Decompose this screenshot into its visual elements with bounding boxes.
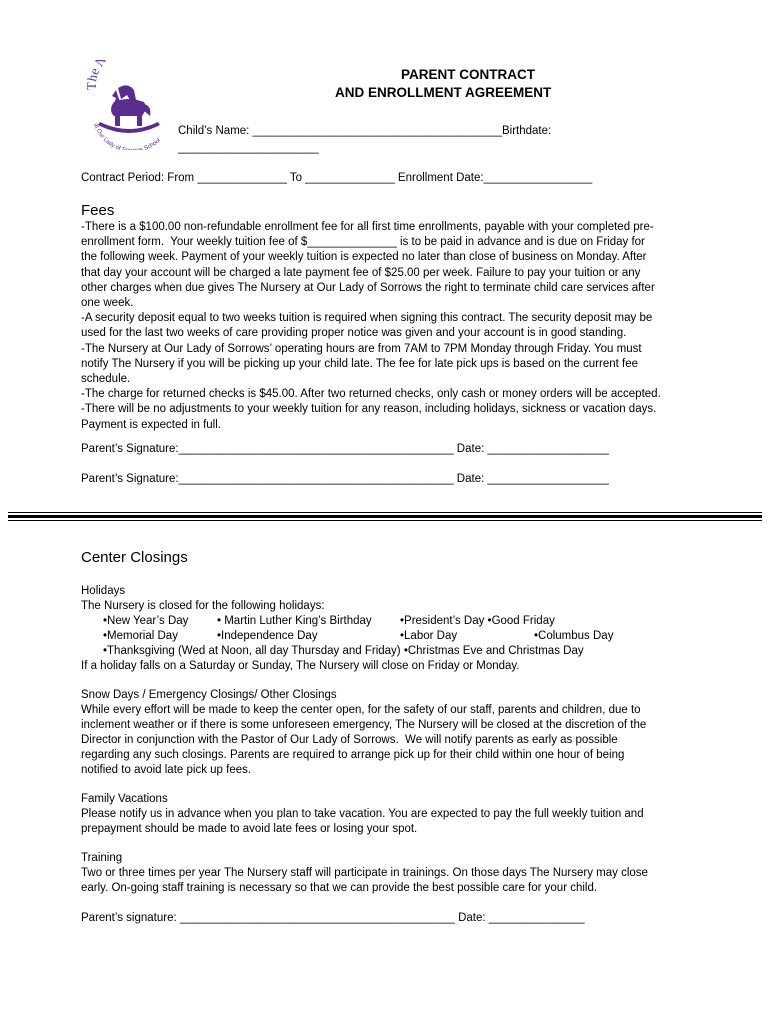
- fees-heading: Fees: [81, 202, 115, 219]
- fees-line: schedule.: [81, 373, 131, 385]
- fees-line: that day your account will be charged a late payment fee of $25.00 per week. Failure to pay your tuition or any: [81, 266, 641, 279]
- holiday-item: •Thanksgiving (Wed at Noon, all day Thursday and Friday) •Christmas Eve and Christmas Day: [103, 645, 584, 657]
- closings-heading: Center Closings: [81, 549, 188, 566]
- snow-days-line: regarding any such closings. Parents are required to arrange pick up for their child within one hour of being: [81, 749, 625, 761]
- snow-days-line: While every effort will be made to keep the center open, for the safety of our staff, parents and children, due to: [81, 704, 641, 716]
- divider-middle: [8, 515, 762, 518]
- family-vacations-title: Family Vacations: [81, 793, 168, 805]
- fees-line: used for the last two weeks of care providing proper notice was given and your account is in good standing.: [81, 327, 627, 340]
- holiday-item: •President’s Day •Good Friday: [400, 615, 555, 627]
- snow-days-line: inclement weather or if there is some unforeseen emergency, The Nursery will be closed at the discretion of the: [81, 719, 647, 731]
- fees-line: -There will be no adjustments to your weekly tuition for any reason, including holidays, sickness or vacation days.: [81, 403, 657, 416]
- divider-top: [8, 512, 762, 513]
- title-line-2: AND ENROLLMENT AGREEMENT: [335, 85, 552, 100]
- logo-subtitle: at Our Lady of School: [92, 122, 162, 150]
- fees-line: notify The Nursery if you will be picking up your child late. The fee for late pick ups is based on the current fee: [81, 357, 638, 370]
- training-line: Two or three times per year The Nursery staff will participate in trainings. On those days The Nursery may close: [81, 867, 648, 879]
- holiday-item: •New Year’s Day: [103, 615, 189, 627]
- logo-title: The N: [84, 60, 110, 91]
- parent-signature-3[interactable]: Parent’s signature: ___________________________________________ Date: _______________: [81, 912, 585, 924]
- contract-period-field[interactable]: Contract Period: From ______________ To ______________ Enrollment Date:_________________: [81, 172, 593, 184]
- holidays-title: Holidays: [81, 585, 126, 597]
- holiday-note: If a holiday falls on a Saturday or Sunday, The Nursery will close on Friday or Monday.: [81, 660, 520, 672]
- fees-line: other charges when due gives The Nursery at Our Lady of Sorrows the right to terminate child care services after: [81, 281, 655, 294]
- training-line: early. On-going staff training is necessary so that we can provide the best possible care for your child.: [81, 882, 598, 894]
- divider-bottom: [8, 520, 762, 521]
- family-vacations-line: Please notify us in advance when you plan to take vacation. You are expected to pay the full weekly tuition and: [81, 808, 644, 820]
- holidays-intro: The Nursery is closed for the following holidays:: [81, 600, 325, 612]
- parent-signature-1[interactable]: Parent’s Signature:___________________________________________ Date: ___________________: [81, 443, 610, 455]
- fees-line: one week.: [81, 297, 134, 309]
- fees-line: Payment is expected in full.: [81, 418, 221, 431]
- snow-days-line: Director in conjunction with the Pastor of Our Lady of Sorrows. We will notify parents as early as possible: [81, 734, 618, 746]
- fees-line: enrollment form. Your weekly tuition fee of $______________ is to be paid in advance and is due on Friday for: [81, 236, 645, 249]
- holiday-item: •Columbus Day: [534, 630, 614, 642]
- snow-days-line: notified to avoid late pick up fees.: [81, 764, 252, 776]
- family-vacations-line: prepayment should be made to avoid late fees or losing your spot.: [81, 823, 418, 835]
- childs-name-field[interactable]: Child’s Name: _______________________________________Birthdate:: [178, 125, 552, 137]
- fees-line: -The charge for returned checks is $45.00. After two returned checks, only cash or money orders will be accepted.: [81, 388, 661, 401]
- snow-days-title: Snow Days / Emergency Closings/ Other Closings: [81, 689, 337, 701]
- holiday-item: •Independence Day: [217, 630, 318, 642]
- training-title: Training: [81, 852, 123, 864]
- fees-line: -The Nursery at Our Lady of Sorrows’ operating hours are from 7AM to 7PM Monday through Friday. You must: [81, 342, 642, 355]
- fees-line: -A security deposit equal to two weeks tuition is required when signing this contract. The security deposit may be: [81, 312, 653, 325]
- holiday-item: •Memorial Day: [103, 630, 178, 642]
- title-line-1: PARENT CONTRACT: [401, 67, 535, 82]
- fees-line: -There is a $100.00 non-refundable enrollment fee for all first time enrollments, payable with your completed pre-: [81, 221, 654, 233]
- parent-signature-2[interactable]: Parent’s Signature:___________________________________________ Date: ___________________: [81, 473, 610, 485]
- fees-line: the following week. Payment of your weekly tuition is expected no later than close of business on Monday. After: [81, 251, 647, 264]
- holiday-item: • Martin Luther King’s Birthday: [217, 615, 372, 627]
- birthdate-field[interactable]: ______________________: [178, 142, 319, 154]
- rocking-horse-icon: [98, 85, 160, 133]
- holiday-item: •Labor Day: [400, 630, 458, 642]
- nursery-logo: [84, 60, 174, 150]
